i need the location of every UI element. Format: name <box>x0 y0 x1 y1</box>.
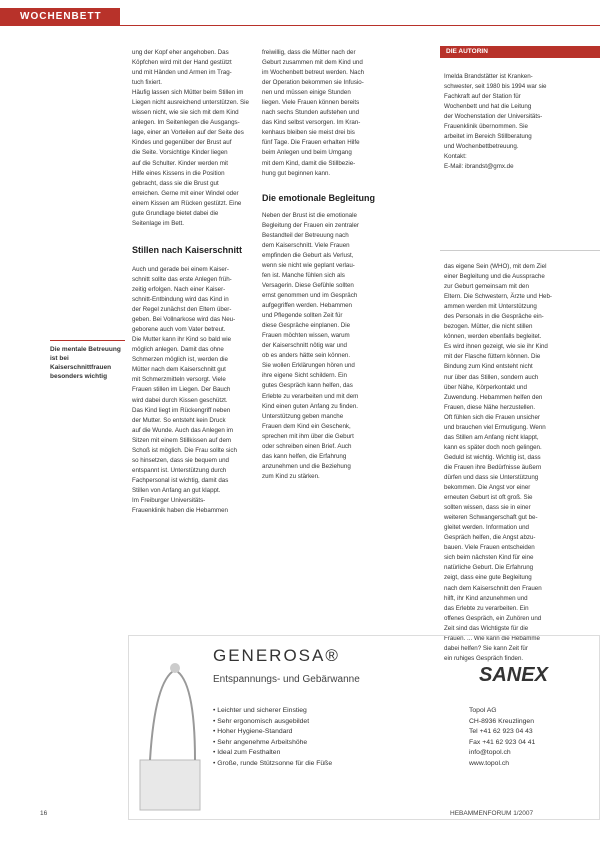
journal-footer: HEBAMMENFORUM 1/2007 <box>450 810 534 817</box>
text-line: Versagerin. Diese Gefühle sollten <box>262 281 354 289</box>
text-line: freiwillig, dass die Mütter nach der <box>262 49 356 56</box>
text-line: das kann helfen, die Erfahrung <box>262 452 347 460</box>
text-line: die Seite. Vorsichtige Kinder liegen <box>132 149 228 157</box>
text-line: Frauen möchten wissen, warum <box>262 332 350 340</box>
text-line: nach sechs Stunden aufstehen und <box>262 109 360 117</box>
text-line: dürfen und dass sie Unterstützung <box>444 473 539 481</box>
text-line: Topol AG <box>469 707 497 714</box>
text-line: Erlebte zu verarbeiten und mit dem <box>262 392 359 400</box>
text-line: dem Kaiserschnitt. Viele Frauen <box>262 241 350 249</box>
text-line: schnitt sollte das erste Anlegen früh- <box>132 275 232 283</box>
column-3 <box>444 262 600 664</box>
text-line: Kindes und gegenüber der Brust auf <box>132 139 232 147</box>
text-line: Schoß ist möglich. Die Frau sollte sich <box>132 446 237 454</box>
section-header: WOCHENBETT <box>0 8 120 25</box>
text-line: liegen. Viele Frauen können bereits <box>262 99 360 107</box>
text-line: ernst genommen und im Gespräch <box>262 292 358 300</box>
text-line: Fachkraft auf der Station für <box>444 93 521 100</box>
text-line: kenhaus bleiben sie meist drei bis <box>262 129 355 137</box>
text-line: das Kind selbst versorgen. Im Kran- <box>262 119 361 127</box>
text-line: im Wochenbett betreut werden. Nach <box>262 69 365 77</box>
text-line: Geduld ist wichtig. Wichtig ist, dass <box>444 453 541 461</box>
text-line: bauen. Viele Frauen entscheiden <box>444 544 535 552</box>
text-line: E-Mail: ibrandst@gmx.de <box>444 163 514 170</box>
text-line: das eigene Sein (WHO), mit dem Ziel <box>444 263 547 270</box>
ad-feature-item: • Große, runde Stützsonne für die Füße <box>213 759 333 767</box>
text-line: so hinsetzen, dass sie bequem und <box>132 456 229 464</box>
text-line: der Regel zunächst den Eltern über- <box>132 306 232 314</box>
text-line: ob es anders hätte sein können. <box>262 352 351 360</box>
text-line: geben. Bei Vollnarkose wird das Neu- <box>132 316 236 324</box>
text-line: Frauen, diese Nähe herzustellen. <box>444 403 536 411</box>
text-line: über Nähe, Körperkontakt und <box>444 383 527 391</box>
text-line: der Mutter. So entsteht kein Druck <box>132 416 226 424</box>
text-line: die Frauen ihre Bedürfnisse äußern <box>444 463 542 471</box>
text-line: Zeit sind das Wichtigste für die <box>444 624 529 632</box>
column-1 <box>132 48 252 516</box>
text-line: schnitt-Entbindung wird das Kind in <box>132 296 229 304</box>
text-line: www.topol.ch <box>469 759 510 767</box>
text-line: sich beim nächsten Kind für eine <box>444 554 534 562</box>
subhead-kaiserschnitt: Stillen nach Kaiserschnitt <box>132 244 243 255</box>
ad-feature-list <box>213 706 332 769</box>
column-2 <box>262 48 384 482</box>
text-line: offenes Gespräch, ein Zuhören und <box>444 614 542 622</box>
text-line: das Stillen am Anfang nicht klappt, <box>444 433 539 441</box>
text-line: anlegen. Im Seitenlegen die Ausgangs- <box>132 119 240 127</box>
text-line: empfinden die Geburt als Verlust, <box>262 251 354 259</box>
text-line: mit der Flasche füttern können. Die <box>444 353 541 361</box>
text-line: ammen werden mit Unterstützung <box>444 303 537 311</box>
author-box-rule <box>440 250 600 251</box>
text-line: gebracht, dass sie die Brust gut <box>132 179 219 187</box>
ad-contact <box>469 706 535 769</box>
text-line: Neben der Brust ist die emotionale <box>262 211 357 219</box>
page-number: 16 <box>40 810 48 817</box>
text-line: mit dem Kind, damit die Stillbezie- <box>262 159 356 167</box>
text-line: sollten wissen, dass sie in einer <box>444 504 531 512</box>
text-line: Frauen stillen im Liegen. Der Bauch <box>132 386 231 394</box>
text-line: Hilfe eines Kissens in die Position <box>132 169 225 177</box>
text-line: und brauchen viel Ermutigung. Wenn <box>444 423 546 431</box>
text-line: Begleitung der Frauen ein zentraler <box>262 221 359 229</box>
text-line: gute Grundlage bietet dabei die <box>132 209 219 217</box>
text-line: Köpfchen wird mit der Hand gestützt <box>132 59 232 67</box>
author-box-header: DIE AUTORIN <box>440 46 600 58</box>
text-line: hilft, ihr Kind anzunehmen und <box>444 594 528 602</box>
text-line: zur Geburt gemeinsam mit den <box>444 283 529 291</box>
text-line: oder schreiben einen Brief. Auch <box>262 442 352 450</box>
text-line: nen und müssen einige Stunden <box>262 89 351 97</box>
text-line: bekommen. Die Angst vor einer <box>444 484 531 492</box>
text-line: des Personals in die Gespräche ein- <box>444 313 544 321</box>
text-line: erreichen. Gerne mit einer Windel oder <box>132 189 239 197</box>
advertisement[interactable] <box>128 635 600 820</box>
text-line: entspannt ist. Unterstützung durch <box>132 466 227 474</box>
text-line: wird dabei durch Kissen geschützt. <box>132 396 228 404</box>
text-line: Geburt zusammen mit dem Kind und <box>262 59 363 67</box>
text-line: auf die Schulter. Kinder werden mit <box>132 159 228 167</box>
text-line: Imelda Brandstätter ist Kranken- <box>444 73 533 80</box>
text-line: hung gut beginnen kann. <box>262 169 331 177</box>
subhead-emotionale-begleitung: Die emotionale Begleitung <box>262 192 376 203</box>
text-line: bezogen. Mütter, die nicht stillen <box>444 323 533 331</box>
text-line: mit Schmerzmitteln versorgt. Viele <box>132 376 226 384</box>
text-line: kann es später doch noch gelingen. <box>444 443 542 451</box>
text-line: wenn sie nicht wie geplant verlau- <box>262 261 355 269</box>
text-line: und Wochenbettbetreuung. <box>444 143 519 150</box>
text-line: einem Kissen am Rücken gestützt. Eine <box>132 199 242 207</box>
text-line: Stillen von Anfang an gut klappt. <box>132 486 221 494</box>
text-line: möglich anlegen. Damit das ohne <box>132 346 224 354</box>
header-rule <box>0 25 600 26</box>
pull-quote: Die mentale Betreuung ist bei Kaiserschnittfrauen besonders wichtig <box>50 340 125 381</box>
ad-logo: SANEX <box>479 664 548 686</box>
text-line: beim Anlegen und beim Umgang <box>262 149 352 157</box>
text-line: Sie wollen Erklärungen hören und <box>262 362 355 370</box>
text-line: nur über das Stillen, sondern auch <box>444 373 539 381</box>
text-line: Liegen nicht ausreichend unterstützen. Sie <box>132 99 249 107</box>
text-line: erneuten Geburt ist oft groß. Sie <box>444 494 533 502</box>
text-line: einer Begleitung und die Aussprache <box>444 273 545 281</box>
text-line: können, werden ebenfalls begleitet. <box>444 333 542 341</box>
text-line: Oft fühlen sich die Frauen unsicher <box>444 413 540 421</box>
text-line: der Wochenstation der Universitäts- <box>444 113 543 120</box>
text-line: Frauenklinik übernommen. Sie <box>444 123 528 130</box>
text-line: sprechen mit ihm über die Geburt <box>262 432 354 440</box>
text-line: Frauen dem Kind ein Geschenk, <box>262 422 351 430</box>
text-line: ihre eigene Sicht schildern. Ein <box>262 372 347 380</box>
text-line: und Pflegende sollten Zeit für <box>262 312 343 320</box>
text-line: Frauen. ... Wie kann die Hebamme <box>444 634 540 642</box>
text-line: Frauenklinik haben die Hebammen <box>132 507 228 515</box>
text-line: Eltern. Die Schwestern, Ärzte und Heb- <box>444 293 552 301</box>
ad-feature-item: • Sehr ergonomisch ausgebildet <box>213 717 310 725</box>
text-line: das Erlebte zu verarbeiten. Ein <box>444 604 529 612</box>
text-line: Im Freiburger Universitäts- <box>132 496 206 504</box>
text-line: Auch und gerade bei einem Kaiser- <box>132 265 229 273</box>
text-line: Kind einen guten Anfang zu finden. <box>262 402 358 410</box>
text-line: arbeitet im Bereich Stillberatung <box>444 133 532 140</box>
text-line: anzunehmen und die Beziehung <box>262 462 351 470</box>
text-line: und mit Händen und Armen im Trag- <box>132 69 232 77</box>
text-line: Sitzen mit einem Stillkissen auf dem <box>132 436 232 444</box>
text-line: aufgegriffen werden. Hebammen <box>262 302 353 310</box>
text-line: Kontakt: <box>444 153 467 160</box>
text-line: Fachpersonal ist wichtig, damit das <box>132 476 229 484</box>
text-line: fen ist. Manche fühlen sich als <box>262 271 345 279</box>
ad-feature-item: • Leichter und sicherer Einstieg <box>213 707 307 714</box>
text-line: diese Gespräche einplanen. Die <box>262 322 351 330</box>
text-line: lage, einer an Vorteilen auf der Seite des <box>132 129 244 137</box>
text-line: tuch fixiert. <box>132 79 162 87</box>
text-line: Das Kind liegt im Rückengriff neben <box>132 406 231 414</box>
text-line: Schmerzen möglich ist, werden die <box>132 356 228 364</box>
author-box <box>444 72 599 172</box>
text-line: gleitet werden. Information und <box>444 524 529 532</box>
text-line: Gespräch helfen, die Angst abzu- <box>444 534 536 542</box>
text-line: Es wird ihnen gezeigt, wie sie ihr Kind <box>444 343 548 351</box>
text-line: zum Kind zu stärken. <box>262 472 320 480</box>
text-line: Die Mutter kann ihr Kind so bald wie <box>132 336 232 344</box>
bathtub-illustration <box>135 640 210 820</box>
text-line: fünf Tage. Die Frauen erhalten Hilfe <box>262 139 360 147</box>
text-line: Bindung zum Kind entsteht nicht <box>444 363 533 371</box>
ad-feature-item: • Sehr angenehme Arbeitshöhe <box>213 738 308 746</box>
ad-tagline: Entspannungs- und Gebärwanne <box>213 674 360 685</box>
text-line: Seitenlage im Bett. <box>132 219 184 227</box>
text-line: Bestandteil der Betreuung nach <box>262 231 349 239</box>
text-line: Tel +41 62 923 04 43 <box>469 728 533 735</box>
text-line: der Kaiserschnitt nötig war und <box>262 342 347 350</box>
text-line: info@topol.ch <box>469 749 511 756</box>
ad-feature-item: • Hoher Hygiene-Standard <box>213 728 293 735</box>
text-line: Zuwendung. Hebammen helfen den <box>444 393 543 401</box>
text-line: auf die Wunde. Auch das Anlegen im <box>132 426 234 434</box>
text-line: Wochenbett und hat die Leitung <box>444 103 532 110</box>
text-line: ung der Kopf eher angehoben. Das <box>132 49 229 56</box>
text-line: gutes Gespräch kann helfen, das <box>262 382 353 390</box>
text-line: geborene auch vom Vater betreut. <box>132 326 226 334</box>
text-line: schwester, seit 1980 bis 1994 war sie <box>444 83 547 90</box>
text-line: dabei helfen? Sie kann Zeit für <box>444 644 528 652</box>
text-line: weiteren Schwangerschaft gut be- <box>444 514 538 522</box>
text-line: zeitig erfolgen. Nach einer Kaiser- <box>132 285 226 293</box>
text-line: natürliche Geburt. Die Erfahrung <box>444 564 534 572</box>
text-line: der Operation bekommen sie Infusio- <box>262 79 364 87</box>
text-line: Häufig lassen sich Mütter beim Stillen im <box>132 89 244 97</box>
text-line: zeigt, dass eine gute Begleitung <box>444 574 532 582</box>
text-line: Fax +41 62 923 04 41 <box>469 738 536 746</box>
text-line: ein ruhiges Gespräch finden. <box>444 654 524 662</box>
ad-brand: GENEROSA® <box>213 646 340 665</box>
text-line: Mütter nach dem Kaiserschnitt gut <box>132 366 226 374</box>
text-line: Unterstützung geben manche <box>262 412 344 420</box>
text-line: wissen nicht, wie sie sich mit dem Kind <box>132 109 239 117</box>
ad-feature-item: • Ideal zum Festhalten <box>213 749 281 756</box>
text-line: nach dem Kaiserschnitt den Frauen <box>444 584 542 592</box>
text-line: CH-8936 Kreuzlingen <box>469 717 534 725</box>
